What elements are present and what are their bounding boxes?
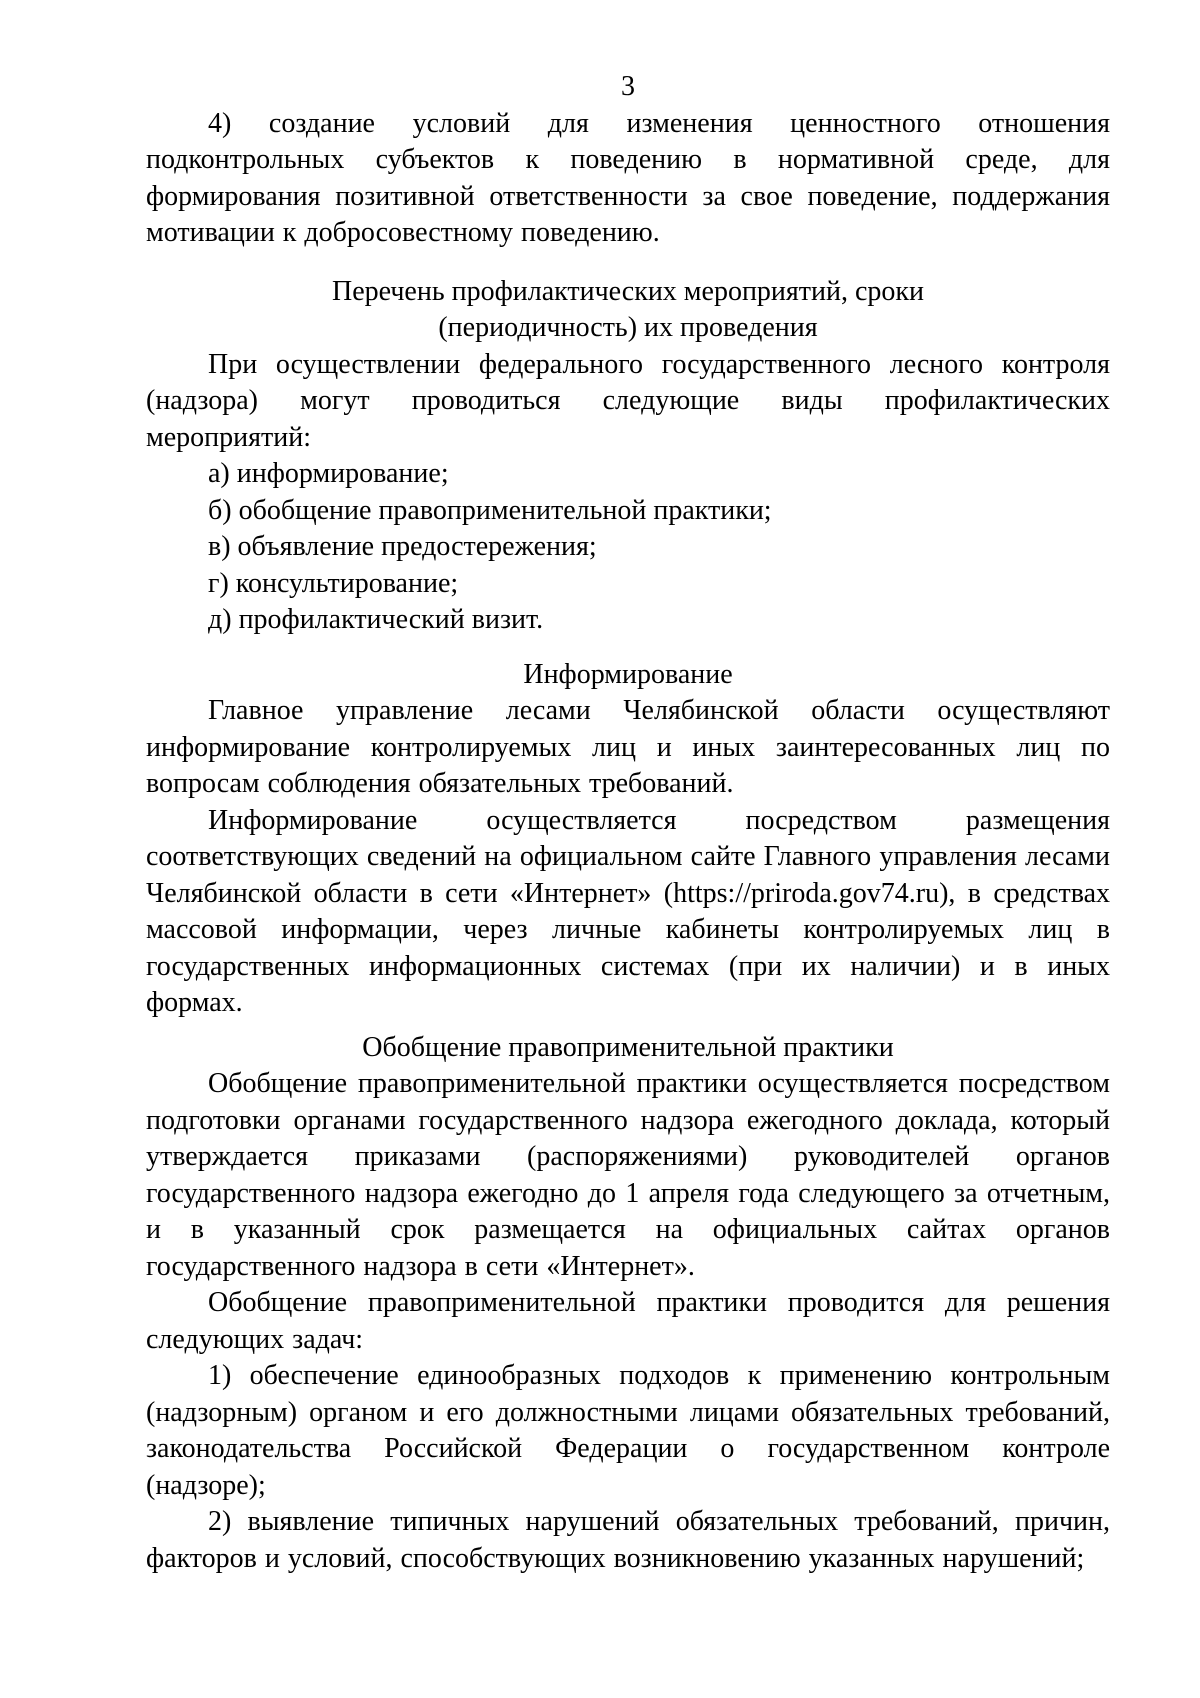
generalization-paragraph-2: Обобщение правоприменительной практики проводится для решения следующих задач: [146,1287,1110,1355]
list-item-g: г) консультирование; [208,567,459,599]
section-title-measures-line-2: (периодичность) их проведения [438,312,818,343]
generalization-task-2: 2) выявление типичных нарушений обязательных требований, причин, факторов и условий, способствующих возникновению указанных нарушений; [146,1506,1110,1574]
page-number: 3 [621,71,635,102]
section-title-informing: Информирование [523,658,733,690]
measures-list [146,456,1110,639]
list-item-d: д) профилактический визит. [208,604,544,635]
list-item-b: б) обобщение правоприменительной практики; [208,494,772,526]
informing-paragraph-2: Информирование осуществляется посредством размещения соответствующих сведений на официальном сайте Главного управления лесами Челябинской области в сети «Интернет» (https://priroda.gov74.ru), в средствах массовой информации, через личные кабинеты контролируемых лиц в государственных информационных системах (при их наличии) и в иных формах. [146,804,1110,1018]
generalization-task-1: 1) обеспечение единообразных подходов к применению контрольным (надзорным) органом и его должностными лицами обязательных требований, законодательства Российской Федерации о государственном контроле (надзоре); [146,1360,1110,1501]
informing-paragraph-1: Главное управление лесами Челябинской области осуществляют информирование контролируемых лиц и иных заинтересованных лиц по вопросам соблюдения обязательных требований. [146,695,1110,799]
list-item-v: в) объявление предостережения; [208,531,597,562]
list-item-a: а) информирование; [208,458,449,489]
measures-lead-paragraph: При осуществлении федерального государственного лесного контроля (надзора) могут проводиться следующие виды профилактических мероприятий: [146,348,1110,453]
generalization-paragraph-1: Обобщение правоприменительной практики осуществляется посредством подготовки органами государственного надзора ежегодного доклада, который утверждается приказами (распоряжениями) руководителей органов государственного надзора ежегодно до 1 апреля года следующего за отчетным, и в указанный срок размещается на официальных сайтах органов государственного надзора в сети «Интернет». [146,1068,1110,1282]
section-title-measures-line-1: Перечень профилактических мероприятий, сроки [331,275,925,307]
section-title-measures-list [146,274,1110,347]
section-title-generalization: Обобщение правоприменительной практики [362,1031,894,1063]
intro-paragraph: 4) создание условий для изменения ценностного отношения подконтрольных субъектов к поведению в нормативной среде, для формирования позитивной ответственности за свое поведение, поддержания мотивации к добросовестному поведению. [146,107,1110,248]
